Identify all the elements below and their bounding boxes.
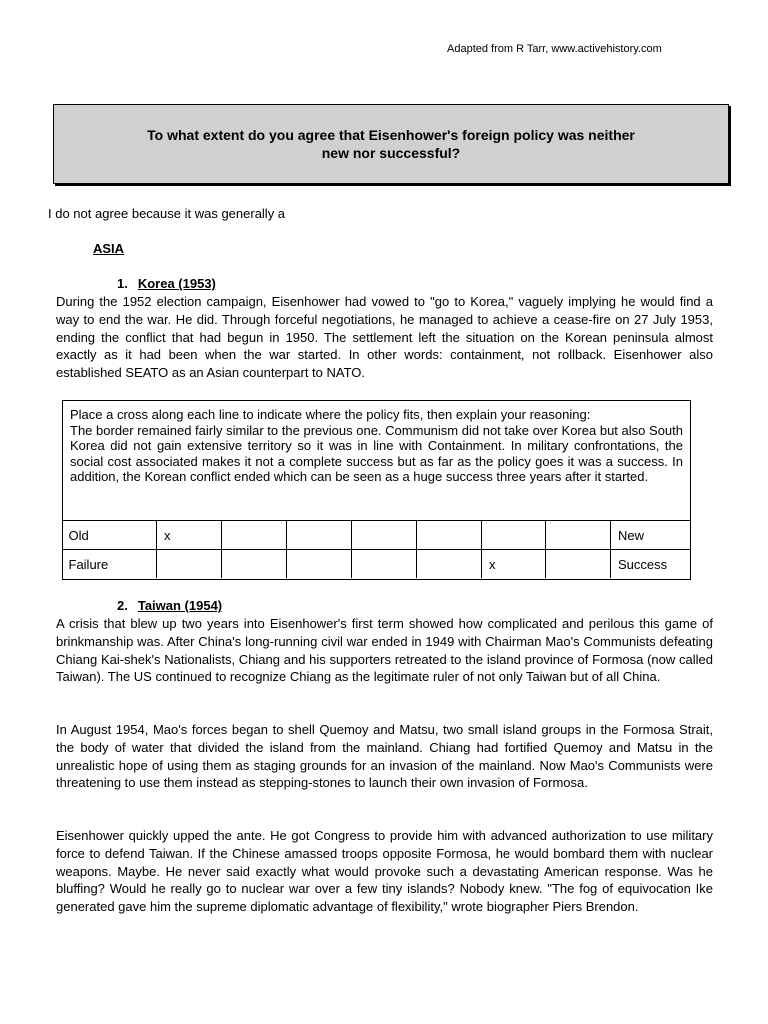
scale-cell[interactable] (222, 550, 287, 579)
scale-label-success: Success (611, 550, 691, 579)
policy-scale-table (62, 520, 691, 578)
region-heading-asia: ASIA (93, 241, 125, 256)
scale-label-old: Old (62, 521, 157, 550)
attribution: Adapted from R Tarr, www.activehistory.com (447, 43, 662, 55)
scale-row-failure-success (62, 550, 691, 579)
section-title: Korea (1953) (137, 276, 216, 291)
activity-instruction: Place a cross along each line to indicate where the policy fits, then explain your reasoning: (70, 407, 591, 422)
scale-cell[interactable]: x (157, 521, 222, 550)
question-box (53, 104, 729, 184)
scale-cell[interactable] (287, 521, 352, 550)
section-heading-korea (117, 276, 216, 292)
taiwan-paragraph-2: In August 1954, Mao's forces began to shell Quemoy and Matsu, two small island groups in the Formosa Strait, the body of water that divided the island from the mainland. Chiang had fortified Quemoy and Matsu in the unrealistic hope of using them as staging grounds for an invasion of the mainland. Now Mao's Communists were threatening to use them instead as stepping-stones to launch their own invasion of Formosa. (56, 722, 713, 791)
scale-label-new: New (611, 521, 691, 550)
activity-text (70, 407, 683, 485)
question-line-1: To what extent do you agree that Eisenhower's foreign policy was neither (147, 127, 635, 143)
scale-cell[interactable] (287, 550, 352, 579)
activity-answer[interactable]: The border remained fairly similar to the previous one. Communism did not take over Korea but also South Korea did not gain extensive territory so it was in line with Containment. In military confrontations, the social cost associated makes it not a complete success but as far as the policy goes it was a success. In addition, the Korean conflict ended which can be seen as a huge success three years after it started. (70, 422, 683, 485)
scale-label-failure: Failure (62, 550, 157, 579)
taiwan-paragraph-1: A crisis that blew up two years into Eisenhower's first term showed how complicated and perilous this game of brinkmanship was. After China's long-running civil war ended in 1949 with Chairman Mao's Communists defeating Chiang Kai-shek's Nationalists, Chiang and his supporters retreated to the island province of Formosa (now called Taiwan). The US continued to recognize Chiang as the legitimate ruler of not only Taiwan but of all China. (56, 616, 713, 685)
taiwan-paragraph-3: Eisenhower quickly upped the ante. He got Congress to provide him with advanced authorization to use military force to defend Taiwan. If the Chinese amassed troops opposite Formosa, he would bombard them with nuclear weapons. Maybe. He never said exactly what would provoke such a devastating American response. Was he bluffing? Would he really go to nuclear war over a few tiny islands? Nobody knew. "The fog of equivocation Ike generated gave him the supreme diplomatic advantage of flexibility," wrote biographer Piers Brendon. (56, 828, 713, 915)
scale-row-old-new (62, 521, 691, 550)
scale-cell[interactable] (482, 521, 546, 550)
scale-cell[interactable] (546, 550, 611, 579)
section-title: Taiwan (1954) (137, 598, 223, 613)
scale-cell[interactable] (546, 521, 611, 550)
scale-cell[interactable] (222, 521, 287, 550)
activity-box (62, 400, 691, 580)
question-text (147, 126, 635, 162)
intro-text: I do not agree because it was generally a (48, 206, 286, 221)
section-number: 2. (117, 598, 128, 613)
section-number: 1. (117, 276, 128, 291)
question-line-2: new nor successful? (321, 145, 461, 161)
scale-cell[interactable] (417, 550, 482, 579)
scale-cell[interactable]: x (482, 550, 546, 579)
scale-cell[interactable] (352, 550, 417, 579)
korea-paragraph: During the 1952 election campaign, Eisenhower had vowed to "go to Korea," vaguely implying he would find a way to end the war. He did. Through forceful negotiations, he managed to achieve a cease-fire on 27 July 1953, ending the conflict that had begun in 1950. The settlement left the situation on the Korean peninsula almost exactly as it had been when the war started. In other words: containment, not rollback. Eisenhower also established SEATO as an Asian counterpart to NATO. (56, 294, 713, 381)
scale-cell[interactable] (417, 521, 482, 550)
section-heading-taiwan (117, 598, 222, 614)
scale-cell[interactable] (352, 521, 417, 550)
scale-cell[interactable] (157, 550, 222, 579)
